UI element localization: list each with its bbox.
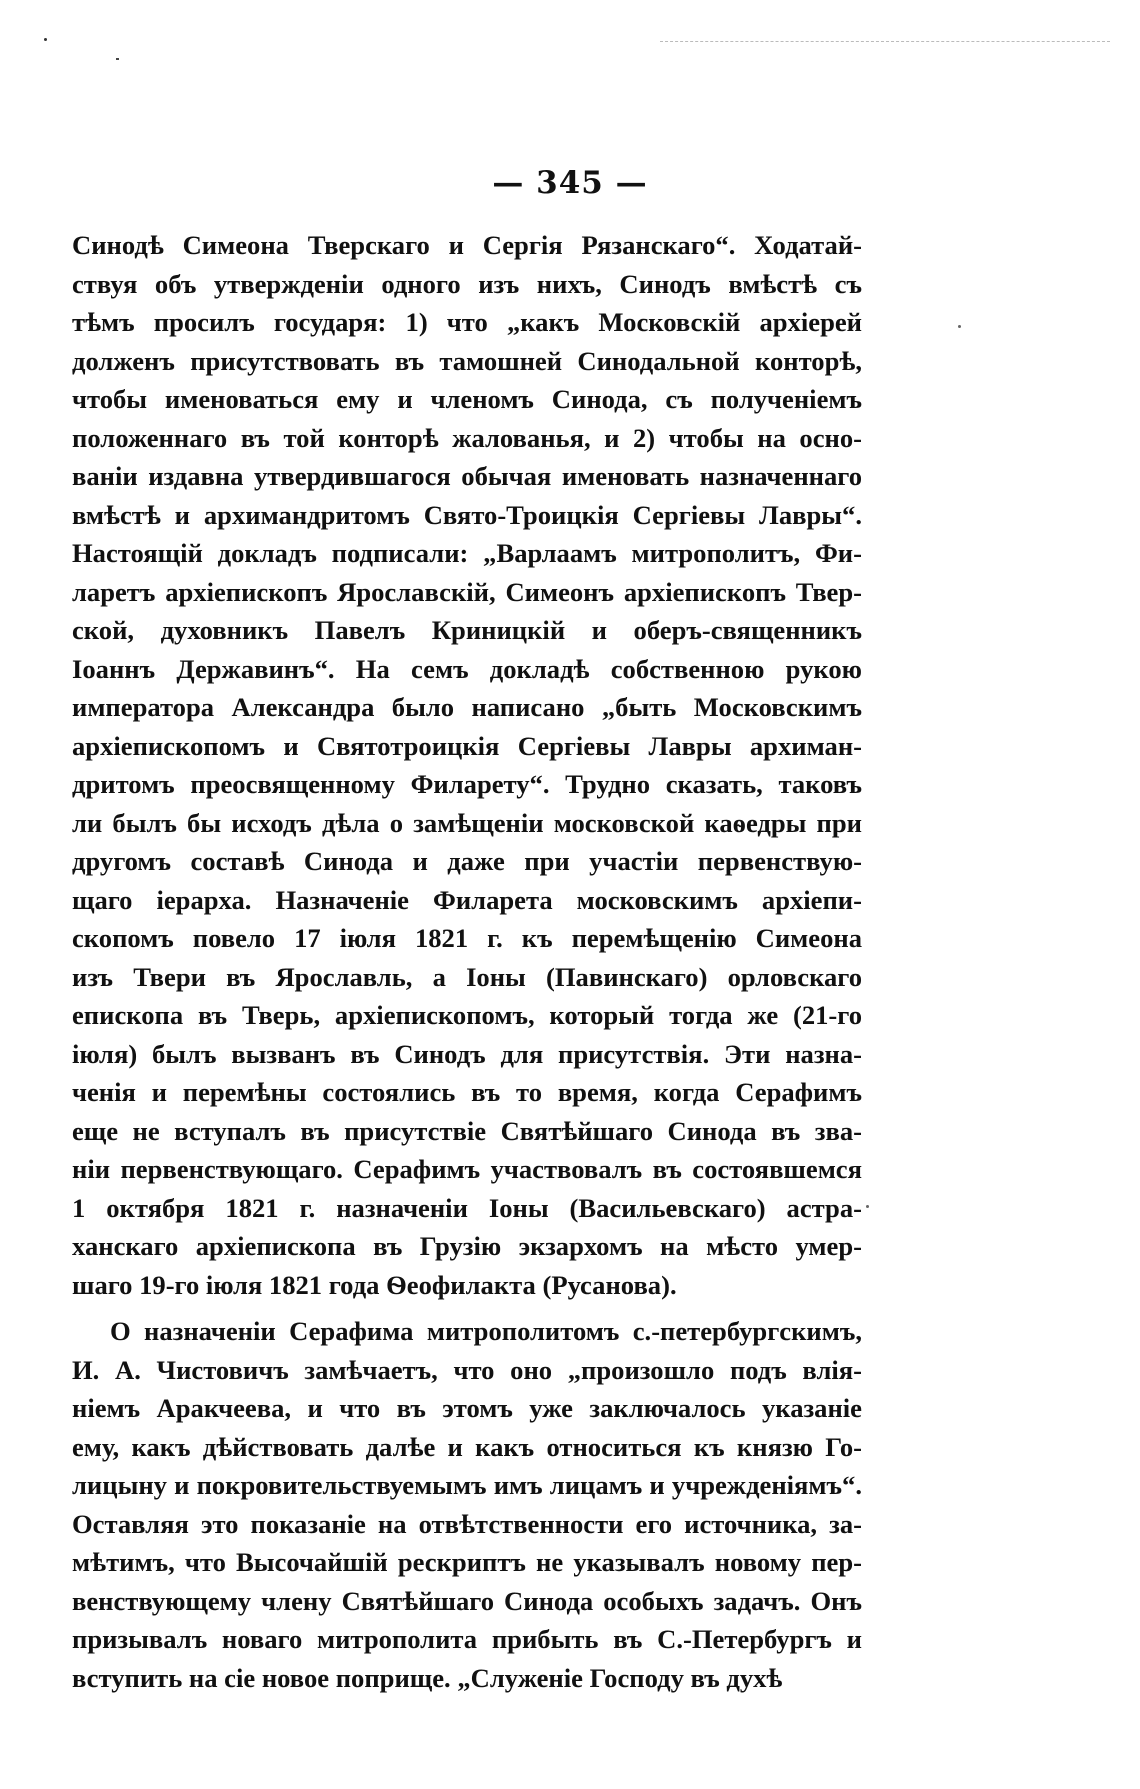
text-line: мѣтимъ, что Высочайшій рескриптъ не указывалъ новому пер- (72, 1547, 862, 1577)
text-line: шаго 19-го іюля 1821 года Ѳеофилакта (Русанова). (72, 1269, 677, 1300)
text-line: ли былъ бы исходъ дѣла о замѣщеніи московской каѳедры при (72, 807, 862, 838)
text-line: 1 октября 1821 г. назначеніи Іоны (Васильевскаго) астра- (72, 1192, 862, 1223)
text-line: Настоящій докладъ подписали: „Варлаамъ митрополитъ, Фи- (72, 538, 862, 568)
text-line: ніи первенствующаго. Серафимъ участвовалъ въ состоявшемся (72, 1154, 862, 1184)
paragraph-gap (72, 1304, 862, 1312)
text-line: вступить на сіе новое поприще. „Служеніе Господу въ духѣ (72, 1662, 783, 1693)
text-line: долженъ присутствовать въ тамошней Синодальной конторѣ, (72, 345, 862, 376)
body-text (72, 226, 862, 1697)
text-line: щаго іерарха. Назначеніе Филарета московскимъ архіепи- (72, 884, 862, 915)
text-line: скопомъ повело 17 іюля 1821 г. къ перемѣщенію Симеона (72, 923, 862, 953)
text-line: О назначеніи Серафима митрополитомъ с.-петербургскимъ, (110, 1316, 862, 1346)
text-line: другомъ составѣ Синода и даже при участіи первенствую- (72, 846, 862, 876)
text-line: императора Александра было написано „быть Московскимъ (72, 692, 862, 722)
scan-speck (866, 1205, 869, 1208)
text-line: ларетъ архіепископъ Ярославскій, Симеонъ архіепископъ Твер- (72, 576, 862, 607)
text-line: ченія и перемѣны состоялись въ то время, когда Серафимъ (72, 1077, 862, 1107)
page-number: — 345 — (492, 165, 648, 201)
text-line: изъ Твери въ Ярославль, а Іоны (Павинскаго) орловскаго (72, 961, 862, 992)
scan-speck (958, 325, 961, 328)
scan-edge-line (660, 41, 1110, 42)
text-line: ханскаго архіепископа въ Грузію экзархомъ на мѣсто умер- (72, 1231, 862, 1261)
text-line: призывалъ новаго митрополита прибыть въ С.-Петербургъ и (72, 1624, 862, 1654)
paragraph (72, 226, 862, 1304)
text-line: ніемъ Аракчеева, и что въ этомъ уже заключалось указаніе (72, 1393, 862, 1423)
text-line: лицыну и покровительствуемымъ имъ лицамъ и учрежденіямъ“. (72, 1470, 862, 1500)
scan-speck (116, 58, 119, 60)
text-line: ему, какъ дѣйствовать далѣе и какъ относиться къ князю Го- (72, 1431, 862, 1462)
text-line: ской, духовникъ Павелъ Криницкій и оберъ-священникъ (72, 615, 862, 645)
text-line: положеннаго въ той конторѣ жалованья, и 2) чтобы на осно- (72, 422, 862, 453)
text-line: тѣмъ просилъ государя: 1) что „какъ Московскій архіерей (72, 307, 862, 337)
text-line: ствуя объ утвержденіи одного изъ нихъ, Синодъ вмѣстѣ съ (72, 268, 862, 299)
text-line: Оставляя это показаніе на отвѣтственности его источника, за- (72, 1508, 862, 1539)
text-line: епископа въ Тверь, архіепископомъ, который тогда же (21-го (72, 1000, 862, 1030)
text-line: вмѣстѣ и архимандритомъ Свято-Троицкія Сергіевы Лавры“. (72, 499, 862, 530)
scan-speck (44, 38, 47, 41)
text-line: Іоаннъ Державинъ“. На семъ докладѣ собственною рукою (72, 653, 862, 684)
text-line: И. А. Чистовичъ замѣчаетъ, что оно „произошло подъ влія- (72, 1354, 862, 1385)
text-line: Синодѣ Симеона Тверскаго и Сергія Рязанскаго“. Ходатай- (72, 230, 862, 260)
text-line: архіепископомъ и Святотроицкія Сергіевы Лавры архиман- (72, 730, 862, 761)
text-line: еще не вступалъ въ присутствіе Святѣйшаго Синода въ зва- (72, 1115, 862, 1146)
text-line: чтобы именоваться ему и членомъ Синода, съ полученіемъ (72, 384, 862, 414)
text-line: іюля) былъ вызванъ въ Синодъ для присутствія. Эти назна- (72, 1038, 862, 1069)
text-line: венствующему члену Святѣйшаго Синода особыхъ задачъ. Онъ (72, 1585, 862, 1616)
text-line: ваніи издавна утвердившагося обычая именовать назначеннаго (72, 461, 862, 491)
text-line: дритомъ преосвященному Филарету“. Трудно сказать, таковъ (72, 769, 862, 799)
paragraph (72, 1312, 862, 1697)
